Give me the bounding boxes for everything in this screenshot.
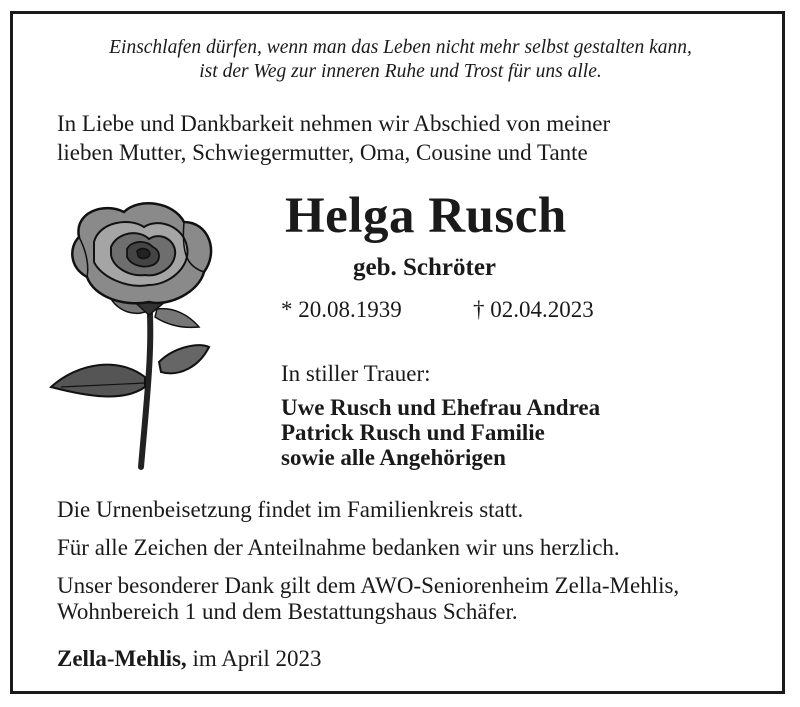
thanks-notice: Für alle Zeichen der Anteilnahme bedanken wir uns herzlich.	[57, 535, 620, 560]
mourner-line-2: Patrick Rusch und Familie	[281, 420, 545, 445]
special-thanks-line-1: Unser besonderer Dank gilt dem AWO-Seniorenheim Zella-Mehlis,	[57, 573, 680, 598]
birth-date: * 20.08.1939	[281, 297, 402, 322]
obituary-frame	[10, 11, 785, 694]
mourner-line-3: sowie alle Angehörigen	[281, 445, 506, 470]
maiden-name: geb. Schröter	[353, 254, 497, 281]
death-date: † 02.04.2023	[473, 297, 594, 322]
mourner-line-1: Uwe Rusch und Ehefrau Andrea	[281, 395, 601, 420]
intro-line-1: In Liebe und Dankbarkeit nehmen wir Abschied von meiner	[57, 111, 611, 136]
deceased-name: Helga Rusch	[285, 188, 567, 244]
rose-icon	[49, 197, 229, 477]
quote-line-1: Einschlafen dürfen, wenn man das Leben nicht mehr selbst gestalten kann,	[109, 37, 692, 58]
signature-place: Zella-Mehlis,	[57, 646, 187, 671]
mourners-heading: In stiller Trauer:	[281, 361, 431, 386]
signature	[57, 646, 322, 672]
quote-line-2: ist der Weg zur inneren Ruhe und Trost für uns alle.	[199, 61, 602, 82]
special-thanks-line-2: Wohnbereich 1 und dem Bestattungshaus Schäfer.	[57, 599, 518, 624]
intro-line-2: lieben Mutter, Schwiegermutter, Oma, Cousine und Tante	[57, 140, 588, 165]
signature-date: im April 2023	[192, 646, 322, 671]
burial-notice: Die Urnenbeisetzung findet im Familienkreis statt.	[57, 497, 524, 522]
